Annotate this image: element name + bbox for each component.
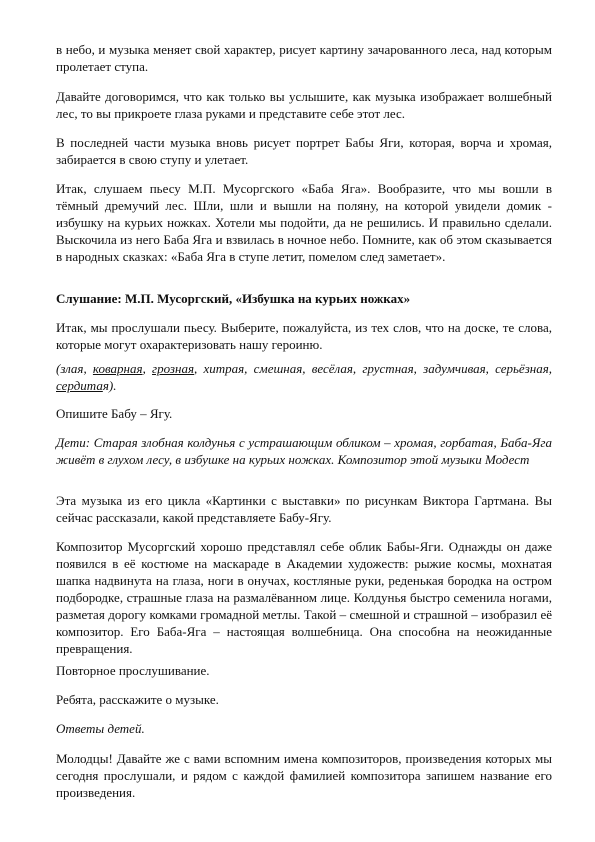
paragraph-last-part: В последней части музыка вновь рисует портрет Бабы Яги, которая, ворча и хромая, забирается в свою ступу и улетает. <box>56 135 552 167</box>
word-list-open: (злая, <box>56 361 93 376</box>
paragraph-choose-words: Итак, мы прослушали пьесу. Выберите, пожалуйста, из тех слов, что на доске, те слова, которые могут охарактеризовать нашу героиню. <box>56 320 552 352</box>
word-serditaya-tail: я <box>102 378 109 393</box>
paragraph-children-answer: Дети: Старая злобная колдунья с устрашающим обликом – хромая, горбатая, Баба-Яга живёт в глухом лесу, в избушке на курьих ножках. Композитор этой музыки Модест <box>56 435 552 467</box>
paragraph-magic-forest: в небо, и музыка меняет свой характер, рисует картину зачарованного леса, над которым пролетает ступа. <box>56 42 552 74</box>
paragraph-answers: Ответы детей. <box>56 721 145 736</box>
paragraph-describe: Опишите Бабу – Ягу. <box>56 406 173 421</box>
word-sep: , <box>142 361 153 376</box>
word-groznaya: грозная <box>152 361 194 376</box>
word-list-close: ). <box>108 378 117 393</box>
paragraph-listening-intro: Итак, слушаем пьесу М.П. Мусоргского «Баба Яга». Вообразите, что мы вошли в тёмный дремучий лес. Шли, шли и вышли на поляну, на которой увидели домик - избушку на курьих ножках. Хотели мы подойти, да не решились. И правильно сделали. Выскочила из него Баба Яга и взвилась в ночное небо. Помните, как об этом сказывается в народных сказках: «Баба Яга в ступе летит, помелом след заметает». <box>56 181 552 264</box>
word-serditaya: сердита <box>56 378 103 393</box>
word-kovarnaya: коварная <box>92 361 143 376</box>
paragraph-tell-about-music: Ребята, расскажите о музыке. <box>56 692 219 707</box>
paragraph-repeat-listening: Повторное прослушивание. <box>56 663 210 678</box>
paragraph-final-task: Молодцы! Давайте же с вами вспомним имена композиторов, произведения которых мы сегодня прослушали, и рядом с каждой фамилией композитора запишем название его произведения. <box>56 751 552 800</box>
listening-heading: Слушание: М.П. Мусоргский, «Избушка на курьих ножках» <box>56 291 411 306</box>
paragraph-cycle: Эта музыка из его цикла «Картинки с выставки» по рисункам Виктора Гартмана. Вы сейчас рассказали, какой представляете Бабу-Ягу. <box>56 493 552 525</box>
paragraph-composer-costume: Композитор Мусоргский хорошо представлял себе облик Бабы-Яги. Однажды он даже появился в её костюме на маскараде в Академии художеств: рыжие космы, мохнатая шапка надвинута на глаза, ноги в онучах, костляные руки, реденькая бородка на остром подбородке, страшные глаза на размалёванном лице. Колдунья быстро семенила ногами, разметая дорогу комками громадной метлы. Такой – смешной и страшной – изобразил её композитор. Его Баба-Яга – настоящая волшебница. Она способна на неожиданные превращения. <box>56 539 552 656</box>
word-list <box>56 360 552 394</box>
word-list-rest: , хитрая, смешная, весёлая, грустная, задумчивая, серьёзная, <box>194 361 553 376</box>
paragraph-agreement: Давайте договоримся, что как только вы услышите, как музыка изображает волшебный лес, то вы прикроете глаза руками и представите себе этот лес. <box>56 89 552 121</box>
